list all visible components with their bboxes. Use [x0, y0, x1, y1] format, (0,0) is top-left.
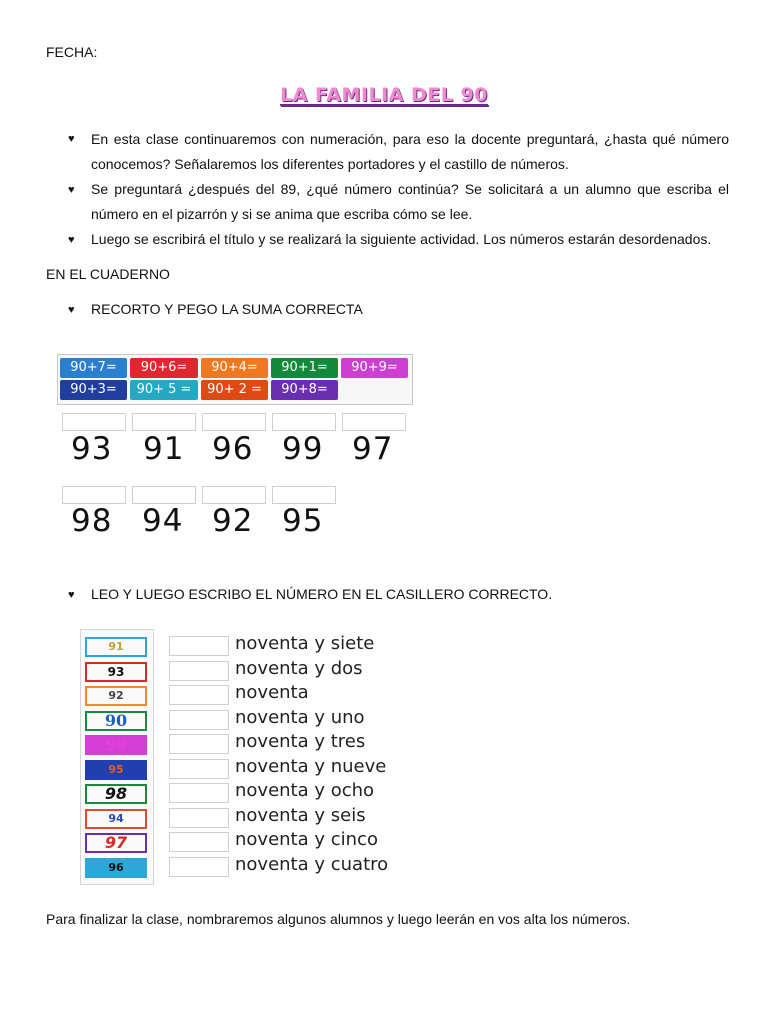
answer-box[interactable]	[132, 413, 196, 431]
number-card: 97	[85, 833, 147, 853]
bullet-heart-icon: ♥	[68, 304, 75, 316]
sum-chip[interactable]: 90+7=	[60, 358, 127, 378]
number-word: noventa y cinco	[235, 829, 378, 850]
write-number-box[interactable]	[169, 661, 229, 681]
bullet-heart-icon: ♥	[68, 184, 75, 196]
target-number: 98	[71, 503, 113, 539]
answer-box[interactable]	[62, 486, 126, 504]
number-card: 92	[85, 686, 147, 706]
write-number-box[interactable]	[169, 734, 229, 754]
number-card: 95	[85, 760, 147, 780]
sum-chip[interactable]: 90+9=	[341, 358, 408, 378]
number-card: 93	[85, 662, 147, 682]
number-word: noventa y siete	[235, 633, 375, 654]
number-card: 90	[85, 711, 147, 731]
write-number-box[interactable]	[169, 857, 229, 877]
number-card: 91	[85, 637, 147, 657]
sum-chip[interactable]: 90+8=	[271, 380, 338, 400]
target-number: 99	[282, 431, 324, 467]
intro-paragraph-1: En esta clase continuaremos con numeración, para eso la docente preguntará, ¿hasta qué número conocemos? Señalaremos los diferentes portadores y el castillo de números.	[91, 131, 729, 172]
target-number: 96	[212, 431, 254, 467]
intro-paragraph-2: Se preguntará ¿después del 89, ¿qué número continúa? Se solicitará a un alumno que escriba el número en el pizarrón y si se anima que escriba cómo se lee.	[91, 181, 729, 222]
sum-chip[interactable]: 90+ 5 =	[130, 380, 198, 400]
bullet-heart-icon: ♥	[68, 133, 75, 145]
page-title-text: LA FAMILIA DEL 90	[280, 84, 488, 106]
target-number: 95	[282, 503, 324, 539]
number-word: noventa y uno	[235, 706, 365, 728]
sum-chip[interactable]: 90+6=	[130, 358, 198, 378]
target-number: 93	[71, 431, 113, 467]
write-number-box[interactable]	[169, 832, 229, 852]
write-number-box[interactable]	[169, 710, 229, 730]
number-card: 96	[85, 858, 147, 878]
write-number-box[interactable]	[169, 783, 229, 803]
intro-paragraph-3: Luego se escribirá el título y se realizará la siguiente actividad. Los números estarán desordenados.	[91, 231, 712, 247]
activity1-instruction: RECORTO Y PEGO LA SUMA CORRECTA	[91, 301, 363, 317]
sum-chip[interactable]: 90+1=	[271, 358, 338, 378]
sum-chip[interactable]: 90+ 2 =	[201, 380, 268, 400]
number-word: noventa y cuatro	[235, 853, 389, 875]
date-label: FECHA:	[46, 44, 98, 60]
number-word: noventa y tres	[235, 731, 366, 752]
activity2-instruction: LEO Y LUEGO ESCRIBO EL NÚMERO EN EL CASILLERO CORRECTO.	[91, 586, 553, 602]
bullet-heart-icon: ♥	[68, 589, 75, 601]
number-card: 94	[85, 809, 147, 829]
answer-box[interactable]	[342, 413, 406, 431]
closing-paragraph: Para finalizar la clase, nombraremos algunos alumnos y luego leerán en vos alta los números.	[46, 911, 631, 927]
answer-box[interactable]	[132, 486, 196, 504]
answer-box[interactable]	[272, 413, 336, 431]
number-word: noventa y nueve	[235, 755, 387, 777]
number-word: noventa	[235, 682, 309, 703]
answer-box[interactable]	[202, 413, 266, 431]
number-word: noventa y seis	[235, 804, 366, 826]
number-word: noventa y ocho	[235, 780, 375, 801]
sum-chip[interactable]: 90+3=	[60, 380, 127, 400]
number-word: noventa y dos	[235, 657, 363, 679]
target-number: 94	[142, 503, 184, 539]
bullet-heart-icon: ♥	[68, 234, 75, 246]
write-number-box[interactable]	[169, 636, 229, 656]
target-number: 97	[352, 431, 394, 467]
answer-box[interactable]	[202, 486, 266, 504]
answer-box[interactable]	[62, 413, 126, 431]
write-number-box[interactable]	[169, 759, 229, 779]
target-number: 91	[143, 431, 185, 467]
sum-chip[interactable]: 90+4=	[201, 358, 268, 378]
write-number-box[interactable]	[169, 685, 229, 705]
page-title	[0, 84, 768, 106]
write-number-box[interactable]	[169, 808, 229, 828]
target-number: 92	[212, 503, 254, 539]
section-heading-cuaderno: EN EL CUADERNO	[46, 266, 170, 282]
answer-box[interactable]	[272, 486, 336, 504]
number-card: 99	[85, 735, 147, 755]
number-card: 98	[85, 784, 147, 804]
